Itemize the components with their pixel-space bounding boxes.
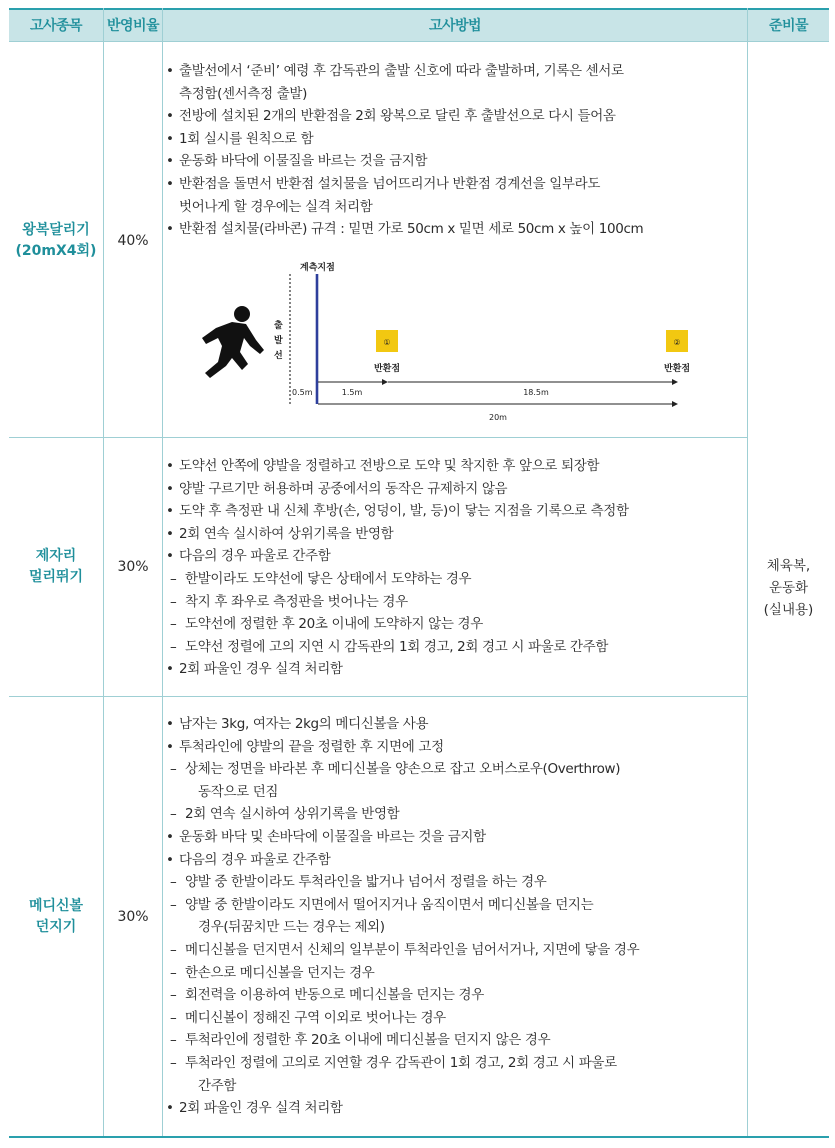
method-item (166, 1075, 738, 1098)
method-item (166, 658, 738, 681)
method-item (166, 83, 738, 106)
bullet-marker: • (166, 221, 174, 238)
method-item-text: 2회 파울인 경우 실격 처리함 (179, 661, 343, 678)
table-header (9, 8, 829, 42)
method-item-text: 다음의 경우 파울로 간주함 (179, 851, 331, 868)
dist-label-c: 18.5m (523, 388, 549, 397)
turn-point-2-label: 반환점 (663, 364, 691, 374)
method-item (166, 105, 738, 128)
method-item (166, 871, 738, 894)
method-item-text: 1회 실시를 원칙으로 함 (179, 130, 314, 147)
method-item-text: 상체는 정면을 바라본 후 메디신볼을 양손으로 잡고 오버스로우(Overthrow) (185, 761, 621, 778)
method-item (166, 939, 738, 962)
method-list-medicine-ball-throw (166, 713, 738, 1120)
method-item-text: 반환점을 돌면서 반환점 설치물을 넘어뜨리거나 반환점 경계선을 일부라도 (179, 175, 601, 192)
method-item-text: 한손으로 메디신볼을 던지는 경우 (185, 964, 375, 981)
dash-marker: – (170, 1032, 177, 1049)
method-item-text: 남자는 3kg, 여자는 2kg의 메디신볼을 사용 (179, 716, 429, 732)
method-item (166, 713, 738, 736)
method-item-text: 운동화 바닥 및 손바닥에 이물질을 바르는 것을 금지함 (179, 828, 486, 845)
event-detail: (20mX4회) (15, 243, 97, 259)
start-line-char: 출 (274, 321, 283, 331)
dash-marker: – (170, 896, 177, 913)
method-item-text: 투척라인에 양발의 끝을 정렬한 후 지면에 고정 (179, 738, 444, 755)
method-item (166, 60, 738, 83)
bullet-marker: • (166, 503, 174, 520)
measure-point-label: 계측지점 (300, 263, 335, 273)
method-item (166, 455, 738, 478)
start-line-char: 선 (274, 351, 283, 361)
method-item-text: 2회 연속 실시하여 상위기록을 반영함 (185, 806, 400, 823)
method-item (166, 613, 738, 636)
table-bottom-rule (9, 1136, 829, 1138)
start-line-char: 발 (274, 336, 283, 346)
method-item (166, 173, 738, 196)
prep-items (748, 555, 829, 621)
prep-line: 운동화 (768, 580, 809, 596)
method-item-text: 메디신볼을 던지면서 신체의 일부분이 투척라인을 넘어서거나, 지면에 닿을 경우 (185, 941, 640, 958)
method-item-text: 전방에 설치된 2개의 반환점을 2회 왕복으로 달린 후 출발선으로 다시 들어옴 (179, 108, 616, 125)
method-item (166, 826, 738, 849)
bullet-marker: • (166, 108, 174, 125)
prep-line: 체육복, (766, 558, 811, 574)
dash-marker: – (170, 761, 177, 778)
method-item (166, 916, 738, 939)
event-standing-long-jump (9, 546, 103, 588)
method-item (166, 962, 738, 985)
method-item-text: 투척라인에 정렬한 후 20초 이내에 메디신볼을 던지지 않은 경우 (185, 1032, 551, 1049)
event-shuttle-run (9, 220, 103, 262)
method-item-text: 간주함 (198, 1077, 237, 1094)
method-item (166, 849, 738, 872)
method-item (166, 218, 738, 241)
dash-marker: – (170, 1054, 177, 1071)
method-list-shuttle-run (166, 60, 738, 241)
ratio-medicine-ball-throw: 30% (117, 909, 149, 925)
header-ratio: 반영비율 (106, 18, 160, 34)
bullet-marker: • (166, 130, 174, 147)
header-method: 고사방법 (428, 18, 482, 34)
bullet-marker: • (166, 548, 174, 565)
bullet-marker: • (166, 525, 174, 542)
ratio-standing-long-jump: 30% (117, 559, 149, 575)
method-item (166, 150, 738, 173)
dash-marker: – (170, 806, 177, 823)
method-item-text: 메디신볼이 정해진 구역 이외로 벗어나는 경우 (185, 1009, 446, 1026)
dist-label-a: 0.5m (292, 388, 313, 397)
header-prep: 준비물 (768, 18, 809, 34)
event-medicine-ball-throw (9, 896, 103, 938)
ratio-shuttle-run: 40% (117, 233, 149, 249)
dash-marker: – (170, 964, 177, 981)
method-item (166, 196, 738, 219)
method-item-text: 회전력을 이용하여 반동으로 메디신볼을 던지는 경우 (185, 987, 484, 1004)
prep-line: (실내용) (763, 602, 814, 618)
method-item-text: 벗어나게 할 경우에는 실격 처리함 (179, 198, 373, 215)
bullet-marker: • (166, 480, 174, 497)
dist-label-b: 1.5m (341, 388, 363, 397)
method-item (166, 568, 738, 591)
bullet-marker: • (166, 828, 174, 845)
dash-marker: – (170, 593, 177, 610)
bullet-marker: • (166, 738, 174, 755)
dash-marker: – (170, 987, 177, 1004)
method-item-text: 양발 구르기만 허용하며 공중에서의 동작은 규제하지 않음 (179, 480, 508, 497)
method-item-text: 경우(뒤꿈치만 드는 경우는 제외) (198, 919, 385, 936)
method-item-text: 도약 후 측정판 내 신체 후방(손, 엉덩이, 발, 등)이 닿는 지점을 기록으로 측정함 (179, 503, 629, 520)
method-item-text: 동작으로 던짐 (198, 783, 279, 800)
method-item (166, 984, 738, 1007)
runner-icon (202, 306, 264, 378)
dash-marker: – (170, 570, 177, 587)
arrowhead (672, 379, 678, 385)
method-item-text: 도약선에 정렬한 후 20초 이내에 도약하지 않는 경우 (185, 616, 483, 633)
method-item (166, 591, 738, 614)
turn-point-1-label: 반환점 (373, 364, 401, 374)
dash-marker: – (170, 941, 177, 958)
method-item-text: 착지 후 좌우로 측정판을 벗어나는 경우 (185, 593, 408, 610)
method-item (166, 478, 738, 501)
method-item-text: 측정함(센서측정 출발) (179, 85, 307, 102)
method-item (166, 803, 738, 826)
dist-label-total: 20m (489, 413, 507, 422)
row-divider (9, 696, 747, 697)
row-divider (9, 437, 747, 438)
method-item (166, 1052, 738, 1075)
method-item-text: 출발선에서 ‘준비’ 예령 후 감독관의 출발 신호에 따라 출발하며, 기록은 센서로 (179, 63, 624, 79)
bullet-marker: • (166, 1100, 174, 1117)
dash-marker: – (170, 638, 177, 655)
col-divider (162, 8, 163, 1136)
event-detail: 멀리뛰기 (28, 569, 84, 585)
method-list-standing-long-jump (166, 455, 738, 681)
method-item (166, 1097, 738, 1120)
method-item (166, 1007, 738, 1030)
method-item-text: 운동화 바닥에 이물질을 바르는 것을 금지함 (179, 153, 428, 170)
bullet-marker: • (166, 175, 174, 192)
bullet-marker: • (166, 458, 174, 474)
method-item (166, 781, 738, 804)
method-item-text: 도약선 정렬에 고의 지연 시 감독관의 1회 경고, 2회 경고 시 파울로 간주함 (185, 638, 609, 655)
method-item-text: 투척라인 정렬에 고의로 지연할 경우 감독관이 1회 경고, 2회 경고 시 파울로 (185, 1054, 617, 1071)
arrowhead (382, 379, 388, 385)
event-name: 메디신볼 (28, 898, 84, 914)
dash-marker: – (170, 616, 177, 633)
method-item (166, 636, 738, 659)
method-item-text: 양발 중 한발이라도 투척라인을 밟거나 넘어서 정렬을 하는 경우 (185, 874, 547, 891)
event-name: 왕복달리기 (22, 222, 90, 238)
turn-point-2-number: ② (673, 338, 681, 347)
method-item-text: 도약선 안쪽에 양발을 정렬하고 전방으로 도약 및 착지한 후 앞으로 퇴장함 (179, 458, 600, 474)
method-item (166, 523, 738, 546)
event-detail: 던지기 (35, 919, 77, 935)
method-item-text: 다음의 경우 파울로 간주함 (179, 548, 331, 565)
method-item-text: 양발 중 한발이라도 지면에서 떨어지거나 움직이면서 메디신볼을 던지는 (185, 896, 594, 913)
bullet-marker: • (166, 63, 174, 79)
dash-marker: – (170, 874, 177, 891)
method-item (166, 1029, 738, 1052)
turn-point-1-number: ① (383, 338, 391, 347)
method-item (166, 128, 738, 151)
method-item (166, 545, 738, 568)
bullet-marker: • (166, 851, 174, 868)
bullet-marker: • (166, 153, 174, 170)
dash-marker: – (170, 1009, 177, 1026)
shuttle-run-diagram (196, 254, 706, 428)
bullet-marker: • (166, 716, 174, 732)
method-item-text: 2회 연속 실시하여 상위기록을 반영함 (179, 525, 394, 542)
event-name: 제자리 (35, 548, 77, 564)
bullet-marker: • (166, 661, 174, 678)
method-item (166, 894, 738, 917)
method-item (166, 758, 738, 781)
method-item-text: 한발이라도 도약선에 닿은 상태에서 도약하는 경우 (185, 570, 472, 587)
header-event: 고사종목 (29, 18, 83, 34)
method-item-text: 반환점 설치물(라바콘) 규격 : 밑면 가로 50cm x 밑면 세로 50cm x 높이 100cm (179, 221, 644, 238)
method-item-text: 2회 파울인 경우 실격 처리함 (179, 1100, 343, 1117)
method-item (166, 736, 738, 759)
arrowhead (672, 401, 678, 407)
method-item (166, 500, 738, 523)
